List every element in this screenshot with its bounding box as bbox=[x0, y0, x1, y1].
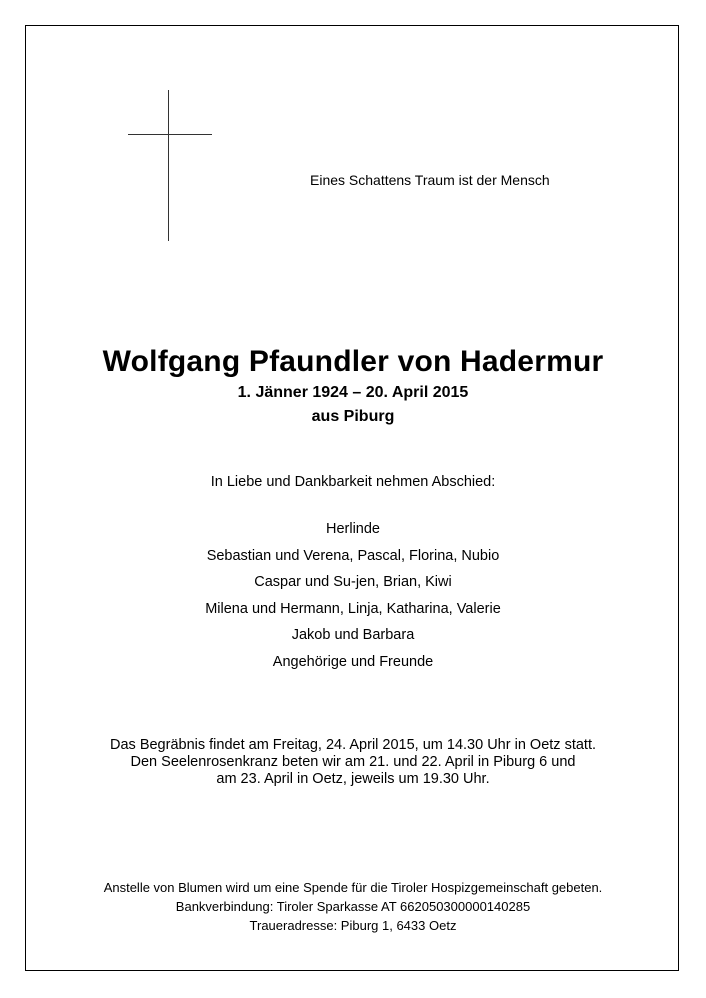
mourner-line: Jakob und Barbara bbox=[291, 627, 415, 643]
donation-note: Anstelle von Blumen wird um eine Spende für die Tiroler Hospizgemeinschaft gebeten. bbox=[103, 880, 603, 895]
origin: aus Piburg bbox=[311, 408, 395, 425]
cross-horizontal-bar bbox=[128, 134, 212, 135]
mourners-intro: In Liebe und Dankbarkeit nehmen Abschied: bbox=[210, 474, 496, 490]
mourner-line: Sebastian und Verena, Pascal, Florina, Nubio bbox=[206, 547, 500, 564]
mourner-line: Angehörige und Freunde bbox=[272, 653, 434, 670]
mourners-list bbox=[0, 519, 706, 678]
bank-details: Bankverbindung: Tiroler Sparkasse AT 662050300000140285 bbox=[175, 899, 531, 914]
cross-vertical-bar bbox=[168, 90, 169, 241]
life-dates: 1. Jänner 1924 – 20. April 2015 bbox=[237, 384, 469, 401]
funeral-info-line: am 23. April in Oetz, jeweils um 19.30 Uhr. bbox=[216, 771, 490, 787]
funeral-info-line: Den Seelenrosenkranz beten wir am 21. und 22. April in Piburg 6 und bbox=[130, 754, 576, 770]
funeral-info bbox=[0, 737, 706, 788]
funeral-info-line: Das Begräbnis findet am Freitag, 24. April 2015, um 14.30 Uhr in Oetz statt. bbox=[110, 737, 596, 753]
mourner-line: Milena und Hermann, Linja, Katharina, Valerie bbox=[205, 600, 501, 617]
mourner-line: Herlinde bbox=[326, 521, 380, 537]
page-border bbox=[25, 25, 679, 971]
footer bbox=[0, 878, 706, 935]
motto: Eines Schattens Traum ist der Mensch bbox=[310, 172, 550, 188]
deceased-name: Wolfgang Pfaundler von Hadermur bbox=[102, 345, 604, 378]
mourner-line: Caspar und Su-jen, Brian, Kiwi bbox=[254, 574, 452, 590]
mourning-address: Traueradresse: Piburg 1, 6433 Oetz bbox=[249, 918, 457, 933]
